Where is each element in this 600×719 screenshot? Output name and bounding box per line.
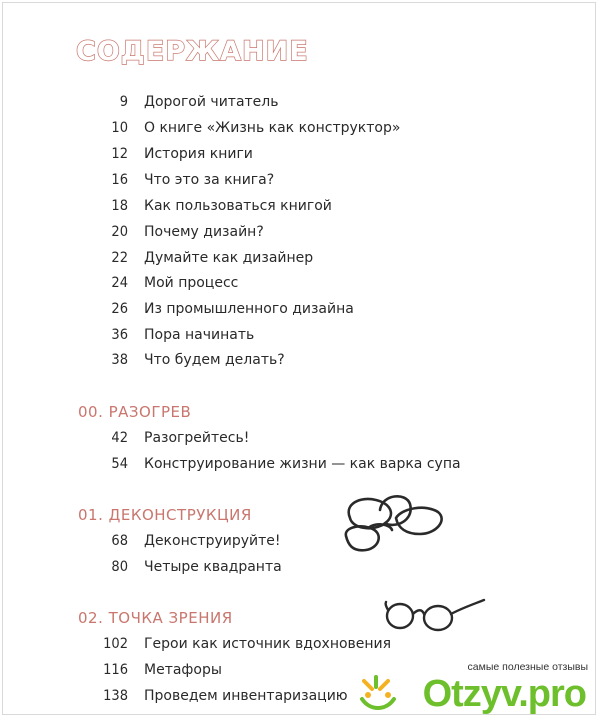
toc-entry[interactable] [0, 352, 600, 374]
glasses-doodle-icon [382, 594, 488, 634]
watermark-brand: Otzyv.pro [422, 673, 586, 715]
toc-page-number: 16 [111, 172, 128, 188]
toc-entry-title: Почему дизайн? [144, 224, 264, 240]
toc-page-number: 116 [103, 662, 128, 678]
toc-entry[interactable] [0, 172, 600, 194]
toc-entry[interactable] [0, 559, 600, 581]
toc-entry-title: Дорогой читатель [144, 94, 279, 110]
toc-page-number: 18 [111, 198, 128, 214]
toc-page-number: 80 [111, 559, 128, 575]
toc-page-number: 42 [111, 430, 128, 446]
page-title: СОДЕРЖАНИЕ [76, 36, 309, 67]
toc-page-number: 20 [111, 224, 128, 240]
toc-entry[interactable] [0, 456, 600, 478]
toc-entry-title: Что это за книга? [144, 172, 275, 188]
toc-page-number: 12 [111, 146, 128, 162]
toc-page-number: 9 [119, 94, 128, 110]
toc-entry[interactable] [0, 198, 600, 220]
toc-entry[interactable] [0, 636, 600, 658]
toc-page-number: 54 [111, 456, 128, 472]
chain-links-doodle-icon [340, 488, 452, 560]
section-heading-deconstruction: 01. ДЕКОНСТРУКЦИЯ [78, 506, 252, 524]
section-heading-point-of-view: 02. ТОЧКА ЗРЕНИЯ [78, 609, 233, 627]
toc-entry[interactable] [0, 146, 600, 168]
toc-entry-title: Что будем делать? [144, 352, 285, 368]
toc-page-number: 38 [111, 352, 128, 368]
toc-entry-title: Метафоры [144, 662, 222, 678]
toc-page-number: 68 [111, 533, 128, 549]
toc-page-number: 22 [111, 250, 128, 266]
toc-page-number: 102 [103, 636, 128, 652]
toc-entry-title: О книге «Жизнь как конструктор» [144, 120, 401, 136]
toc-entry[interactable] [0, 275, 600, 297]
toc-page-number: 24 [111, 275, 128, 291]
toc-entry[interactable] [0, 430, 600, 452]
toc-entry-title: Мой процесс [144, 275, 239, 291]
toc-entry[interactable] [0, 94, 600, 116]
toc-entry-title: Пора начинать [144, 327, 255, 343]
toc-entry-title: Проведем инвентаризацию [144, 688, 348, 704]
toc-entry-title: Разогрейтесь! [144, 430, 250, 446]
toc-entry-title: Конструирование жизни — как варка супа [144, 456, 461, 472]
toc-page-number: 138 [103, 688, 128, 704]
toc-entry[interactable] [0, 301, 600, 323]
toc-entry[interactable] [0, 327, 600, 349]
toc-entry[interactable] [0, 533, 600, 555]
toc-entry[interactable] [0, 224, 600, 246]
toc-entry[interactable] [0, 120, 600, 142]
watermark [356, 657, 596, 717]
toc-page-number: 26 [111, 301, 128, 317]
toc-entry-title: Герои как источник вдохновения [144, 636, 392, 652]
otzyv-logo-icon [358, 673, 402, 713]
toc-entry-title: Четыре квадранта [144, 559, 282, 575]
toc-entry-title: Деконструируйте! [144, 533, 281, 549]
toc-entry-title: История книги [144, 146, 253, 162]
toc-entry[interactable] [0, 250, 600, 272]
toc-entry-title: Из промышленного дизайна [144, 301, 354, 317]
toc-entry-title: Как пользоваться книгой [144, 198, 332, 214]
toc-page-number: 10 [111, 120, 128, 136]
toc-page-number: 36 [111, 327, 128, 343]
section-heading-warmup: 00. РАЗОГРЕВ [78, 403, 192, 421]
toc-entry-title: Думайте как дизайнер [144, 250, 314, 266]
watermark-caption: самые полезные отзывы [467, 661, 588, 673]
